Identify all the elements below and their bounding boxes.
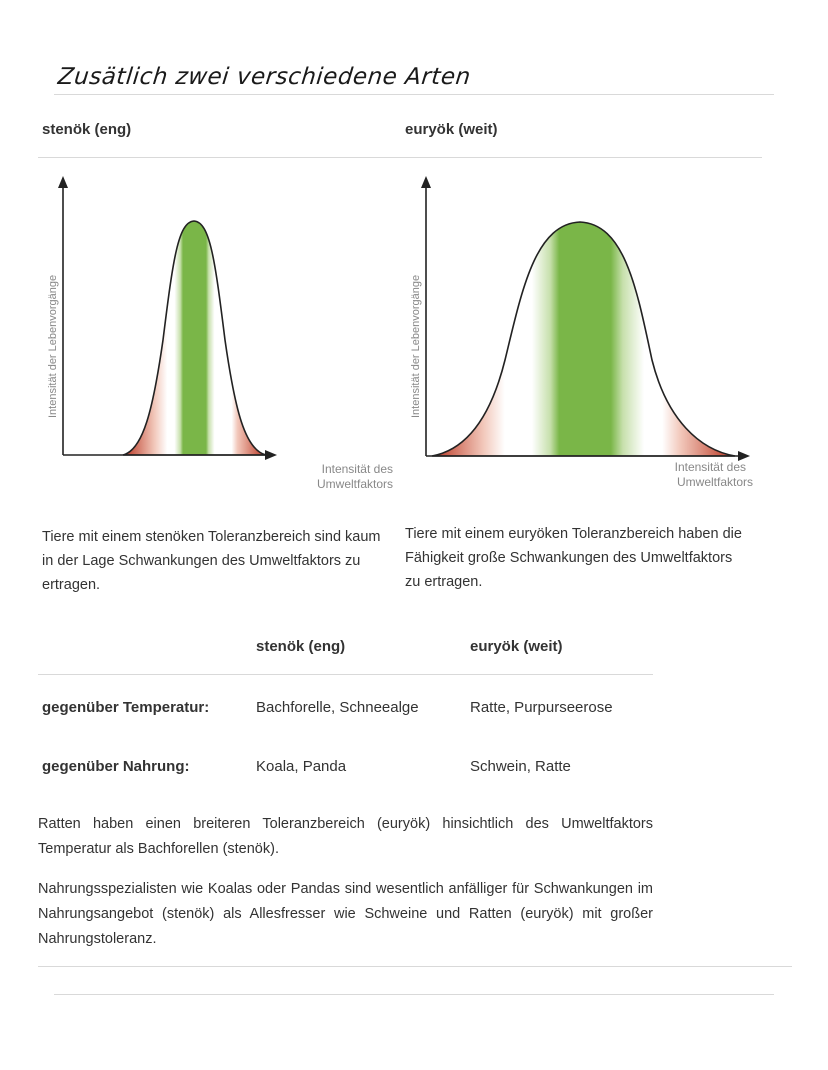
x-axis-arrow (265, 450, 277, 460)
handwritten-note: Zusätlich zwei verschiedene Arten (56, 64, 473, 90)
bottom-rule-1 (38, 966, 792, 967)
paragraph-temperature: Ratten haben einen breiteren Toleranzbereich (euryök) hinsichtlich des Umweltfaktors Temperatur als Bachforellen (stenök). (38, 816, 653, 857)
paragraph-nutrition: Nahrungsspezialisten wie Koalas oder Pandas sind wesentlich anfälliger für Schwankungen im Nahrungsangebot (stenök) als Allesfresser wie Schweine und Ratten (euryök) mit großer Nahrungstoleranz. (38, 881, 653, 947)
table-header-stenoek: stenök (eng) (256, 638, 346, 655)
row-label: gegenüber Temperatur: (42, 699, 210, 716)
graph-stenoek (47, 176, 393, 491)
graph-title-stenoek: stenök (eng) (42, 121, 132, 138)
x-axis-label-line1: Intensität des (674, 460, 746, 474)
bottom-rule-2 (54, 994, 774, 995)
graph-euryoek (410, 176, 753, 489)
table-header-rule (38, 674, 653, 675)
x-axis-label-line1: Intensität des (321, 462, 393, 476)
row-stenoek: Bachforelle, Schneealge (256, 699, 419, 716)
row-label: gegenüber Nahrung: (42, 758, 190, 775)
row-stenoek: Koala, Panda (256, 758, 347, 775)
x-axis-label-line2: Umweltfaktors (316, 477, 393, 491)
graph-title-euryoek: euryök (weit) (405, 121, 498, 138)
caption-euryoek: Tiere mit einem euryöken Toleranzbereich haben die Fähigkeit große Schwankungen des Umweltfaktors zu ertragen. (405, 526, 742, 590)
y-axis-arrow (421, 176, 431, 188)
y-axis-arrow (58, 176, 68, 188)
row-euryoek: Schwein, Ratte (470, 758, 571, 775)
caption-stenoek: Tiere mit einem stenöken Toleranzbereich sind kaum in der Lage Schwankungen des Umweltfaktors zu ertragen. (42, 529, 381, 593)
x-axis-label-line2: Umweltfaktors (676, 475, 753, 489)
row-euryoek: Ratte, Purpurseerose (470, 699, 613, 716)
curve-stenoek (123, 221, 266, 455)
curve-euryoek (432, 222, 735, 456)
tolerance-graphs (0, 0, 828, 500)
table-header-euryoek: euryök (weit) (470, 638, 563, 655)
y-axis-label: Intensität der Lebenvorgänge (410, 274, 422, 418)
y-axis-label: Intensität der Lebenvorgänge (47, 274, 59, 418)
